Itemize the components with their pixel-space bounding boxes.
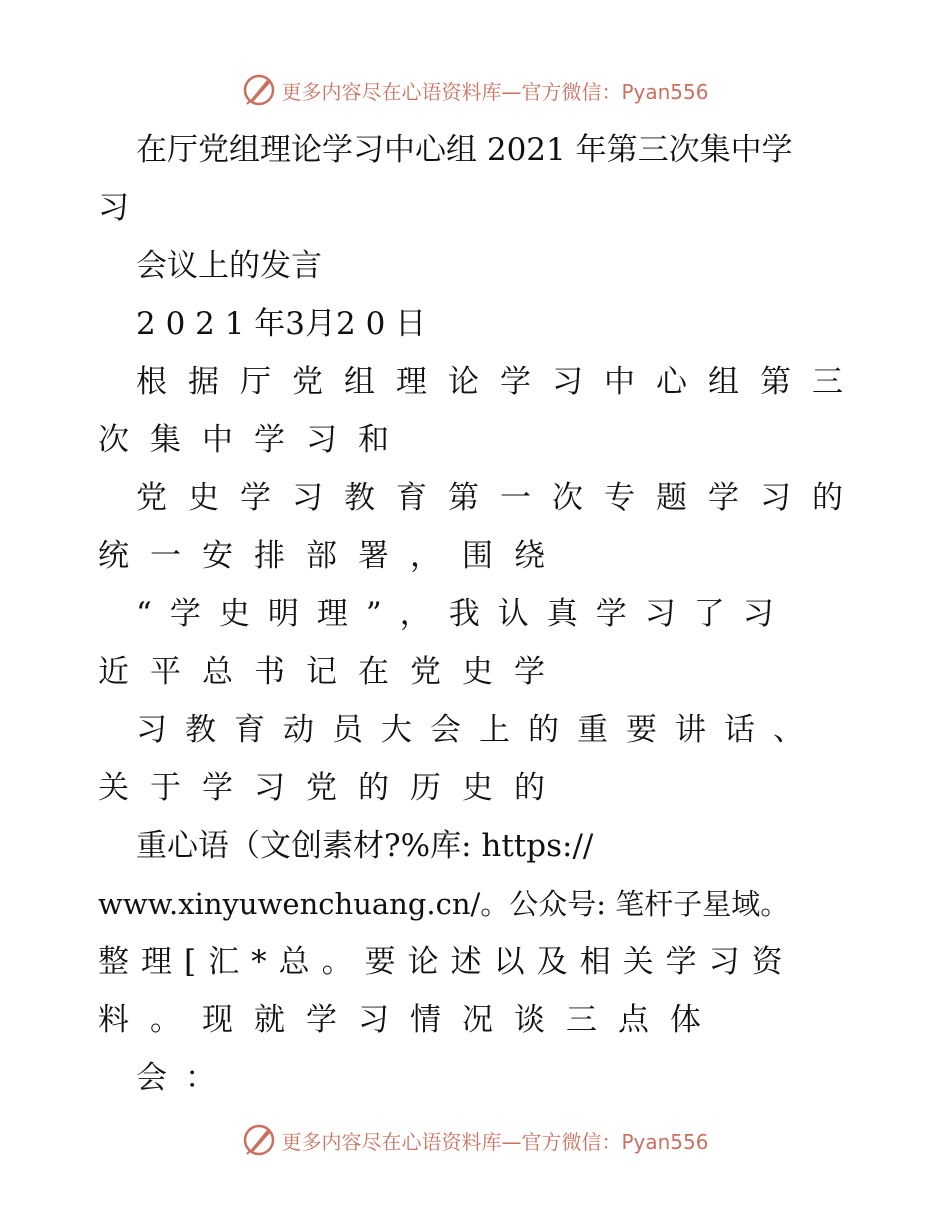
watermark-text: 更多内容尽在心语资料库—官方微信：Pyan556 (281, 1129, 709, 1154)
paragraph-line: 党史学习教育第一次专题学习的 (136, 480, 864, 516)
date-line: 2 0 2 1 年3月2 0 日 (136, 306, 427, 342)
paragraph-line: 习教育动员大会上的重要讲话、 (136, 712, 822, 748)
watermark-text: 更多内容尽在心语资料库—官方微信：Pyan556 (281, 79, 709, 104)
paragraph-line: “学史明理”，我认真学习了习 (136, 596, 792, 632)
quill-logo-icon (241, 72, 277, 108)
header-watermark-banner (0, 70, 950, 110)
paragraph-line: 会： (136, 1060, 234, 1096)
paragraph-line: 关于学习党的历史的 (98, 770, 566, 806)
paragraph-line: 根据厅党组理论学习中心组第三 (136, 364, 864, 400)
paragraph-line: 次集中学习和 (98, 422, 410, 458)
quill-logo-icon (241, 1122, 277, 1158)
paragraph-line: 近平总书记在党史学 (98, 654, 566, 690)
paragraph-line: 重心语（文创素材?%库: https:// (136, 828, 594, 864)
footer-watermark-banner (0, 1120, 950, 1160)
title-line-3: 会议上的发言 (136, 248, 322, 284)
paragraph-line: 整理[汇*总。要论述以及相关学习资 (98, 944, 795, 980)
title-line-2: 习 (98, 190, 129, 226)
title-line-1: 在厅党组理论学习中心组 2021 年第三次集中学 (136, 132, 793, 168)
paragraph-line: 统一安排部署，围绕 (98, 538, 566, 574)
paragraph-line: www.xinyuwenchuang.cn/。公众号: 笔杆子星域。 (98, 887, 790, 921)
paragraph-line: 料。现就学习情况谈三点体 (98, 1002, 722, 1038)
